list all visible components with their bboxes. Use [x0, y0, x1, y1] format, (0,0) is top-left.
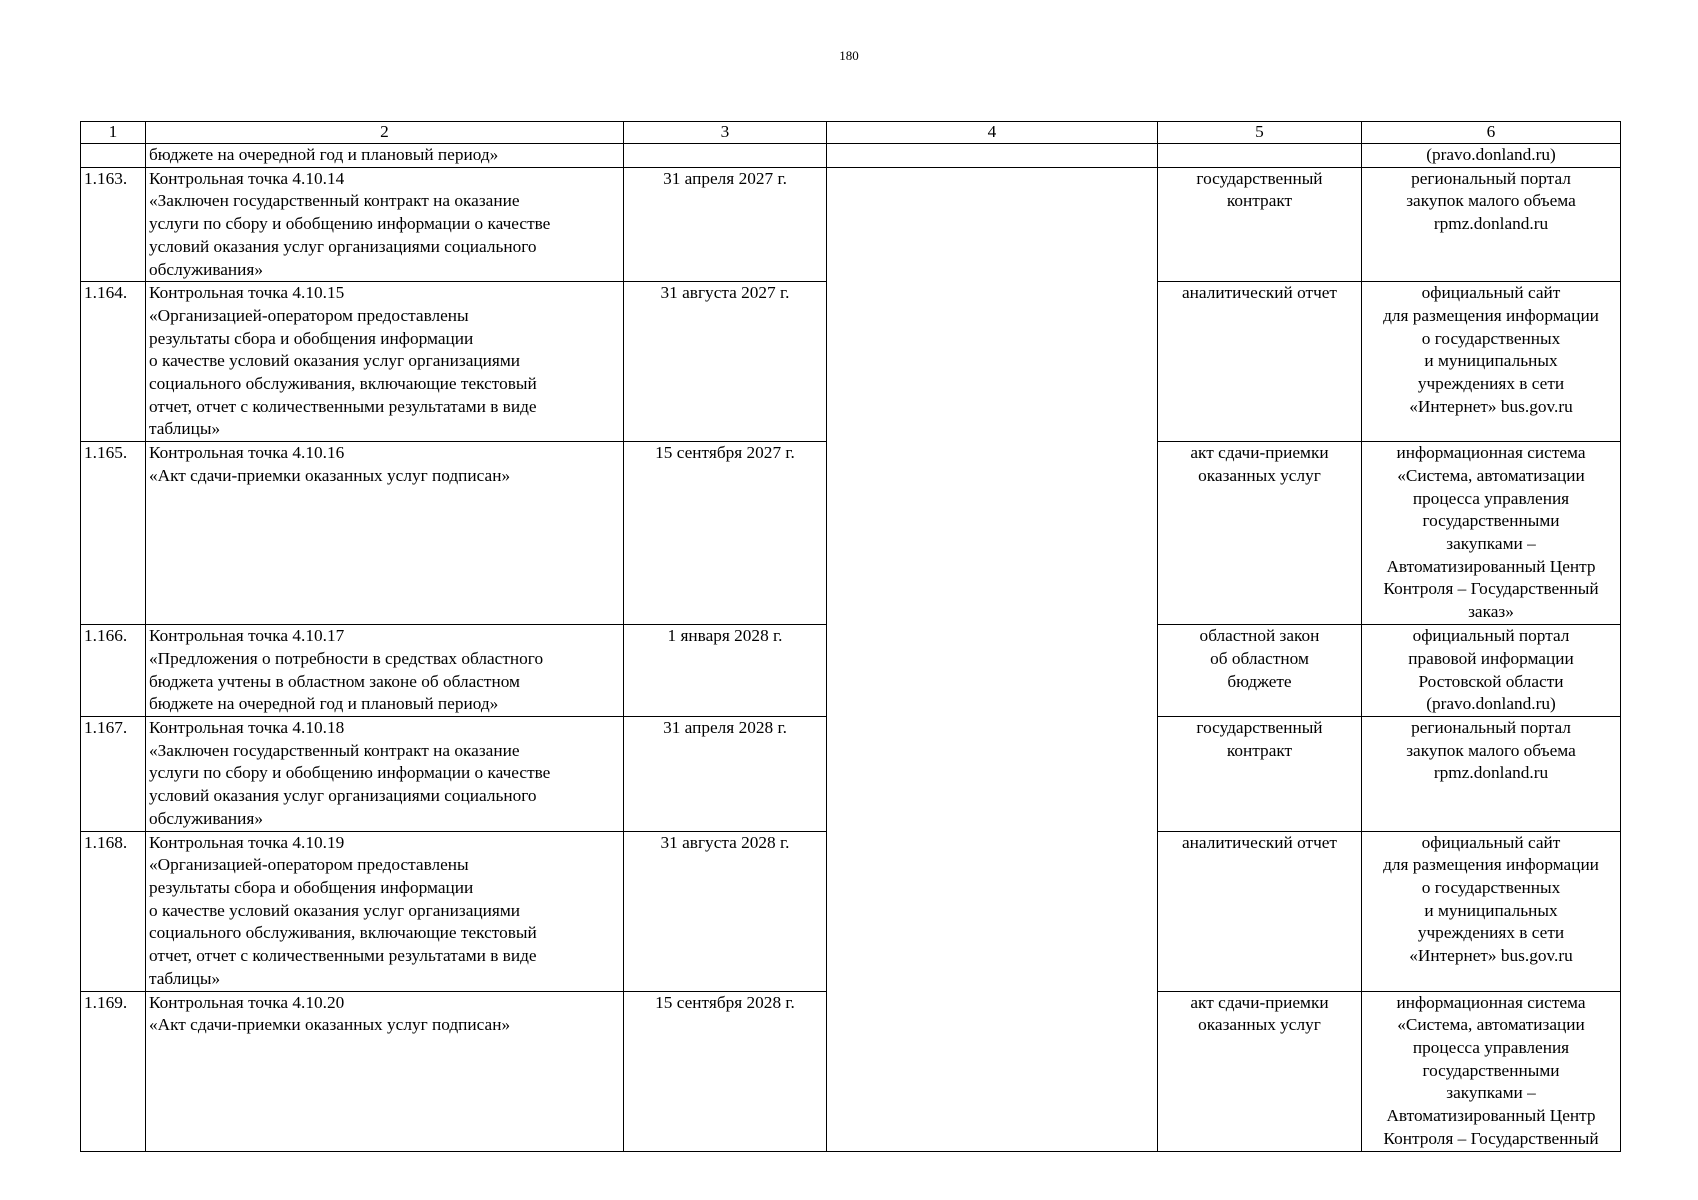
document-line: оказанных услуг	[1198, 465, 1321, 485]
row-number: 1.169.	[81, 991, 146, 1151]
document-type	[1158, 144, 1362, 168]
source-line: rpmz.donland.ru	[1433, 214, 1549, 234]
source-line: официальный сайт	[1421, 832, 1561, 852]
information-source	[1362, 831, 1621, 991]
name-line: обслуживания»	[149, 808, 264, 828]
document-line: государственный	[1196, 168, 1323, 188]
header-col-5: 5	[1158, 122, 1362, 144]
due-date: 31 апреля 2028 г.	[624, 717, 827, 832]
name-line: Контрольная точка 4.10.19	[149, 832, 345, 852]
source-line: «Система, автоматизации	[1397, 465, 1585, 485]
source-line: «Интернет» bus.gov.ru	[1409, 396, 1573, 416]
source-line: информационная система	[1396, 992, 1586, 1012]
source-line: и муниципальных	[1424, 351, 1558, 371]
row-number: 1.163.	[81, 167, 146, 282]
name-line: результаты сбора и обобщения информации	[149, 328, 474, 348]
information-source	[1362, 167, 1621, 282]
document-line: областной закон	[1199, 626, 1320, 646]
document-type	[1158, 717, 1362, 832]
information-source	[1362, 442, 1621, 625]
page-number: 180	[839, 48, 859, 63]
name-line: бюджете на очередной год и плановый период»	[149, 145, 499, 164]
document-type	[1158, 167, 1362, 282]
document-type	[1158, 625, 1362, 717]
name-line: социального обслуживания, включающие текстовый	[149, 923, 537, 943]
source-line: процесса управления	[1412, 1037, 1570, 1057]
document-line: акт сдачи-приемки	[1190, 443, 1329, 463]
name-line: социального обслуживания, включающие текстовый	[149, 374, 537, 394]
source-line: официальный портал	[1412, 626, 1570, 646]
source-line: процесса управления	[1412, 488, 1570, 508]
due-date: 31 апреля 2027 г.	[624, 167, 827, 282]
source-line: Ростовской области	[1418, 671, 1564, 691]
name-line: «Организацией-оператором предоставлены	[149, 305, 469, 325]
source-line: информационная система	[1396, 443, 1586, 463]
source-line: региональный портал	[1411, 718, 1571, 738]
name-line: «Акт сдачи-приемки оказанных услуг подписан»	[149, 1015, 511, 1035]
information-source	[1362, 991, 1621, 1151]
source-line: региональный портал	[1411, 168, 1571, 188]
source-line: «Интернет» bus.gov.ru	[1409, 946, 1573, 966]
source-line: закупками –	[1446, 1083, 1536, 1103]
column-4-cell	[827, 144, 1158, 168]
row-number: 1.165.	[81, 442, 146, 625]
due-date: 31 августа 2027 г.	[624, 282, 827, 442]
source-line: закупками –	[1446, 534, 1536, 554]
source-line: Автоматизированный Центр	[1386, 556, 1596, 576]
header-row	[81, 122, 1621, 144]
document-line: об областном	[1210, 648, 1309, 668]
source-line: rpmz.donland.ru	[1433, 763, 1549, 783]
name-line: отчет, отчет с количественными результатами в виде	[149, 396, 537, 416]
control-point-name	[146, 625, 624, 717]
source-line: о государственных	[1421, 877, 1561, 897]
due-date: 15 сентября 2028 г.	[624, 991, 827, 1151]
due-date: 31 августа 2028 г.	[624, 831, 827, 991]
name-line: Контрольная точка 4.10.14	[149, 168, 345, 188]
document-type	[1158, 442, 1362, 625]
name-line: услуги по сбору и обобщению информации о качестве	[149, 214, 551, 234]
source-line: заказ»	[1468, 602, 1514, 622]
row-number: 1.167.	[81, 717, 146, 832]
name-line: бюджета учтены в областном законе об областном	[149, 671, 520, 691]
source-line: Контроля – Государственный	[1383, 1128, 1599, 1148]
name-line: Контрольная точка 4.10.20	[149, 992, 345, 1012]
name-line: Контрольная точка 4.10.17	[149, 626, 345, 646]
document-line: оказанных услуг	[1198, 1015, 1321, 1035]
name-line: о качестве условий оказания услуг организациями	[149, 900, 521, 920]
document-line: аналитический отчет	[1182, 832, 1337, 852]
source-line: (pravo.donland.ru)	[1426, 145, 1556, 164]
name-line: таблицы»	[149, 419, 221, 439]
name-line: Контрольная точка 4.10.16	[149, 443, 345, 463]
column-4-merged-cell	[827, 167, 1158, 1151]
name-line: «Заключен государственный контракт на оказание	[149, 740, 520, 760]
document-line: государственный	[1196, 718, 1323, 738]
document-type	[1158, 282, 1362, 442]
document-line: контракт	[1226, 740, 1293, 760]
source-line: государственными	[1422, 511, 1560, 531]
control-point-name	[146, 831, 624, 991]
source-line: Автоматизированный Центр	[1386, 1106, 1596, 1126]
name-line: обслуживания»	[149, 259, 264, 279]
name-line: результаты сбора и обобщения информации	[149, 877, 474, 897]
due-date: 15 сентября 2027 г.	[624, 442, 827, 625]
name-line: «Акт сдачи-приемки оказанных услуг подписан»	[149, 465, 511, 485]
header-col-4: 4	[827, 122, 1158, 144]
source-line: для размещения информации	[1383, 855, 1599, 875]
source-line: о государственных	[1421, 328, 1561, 348]
source-line: государственными	[1422, 1060, 1560, 1080]
document-type	[1158, 831, 1362, 991]
row-number: 1.164.	[81, 282, 146, 442]
name-line: услуги по сбору и обобщению информации о качестве	[149, 763, 551, 783]
source-line: «Система, автоматизации	[1397, 1015, 1585, 1035]
header-col-1: 1	[81, 122, 146, 144]
document-line: бюджете	[1227, 671, 1292, 691]
name-line: о качестве условий оказания услуг организациями	[149, 351, 521, 371]
control-point-name	[146, 282, 624, 442]
name-line: «Организацией-оператором предоставлены	[149, 855, 469, 875]
row-number	[81, 144, 146, 168]
source-line: и муниципальных	[1424, 900, 1558, 920]
information-source	[1362, 282, 1621, 442]
information-source	[1362, 625, 1621, 717]
name-line: таблицы»	[149, 968, 221, 988]
table-row	[81, 167, 1621, 282]
document-type	[1158, 991, 1362, 1151]
document-line: акт сдачи-приемки	[1190, 992, 1329, 1012]
source-line: (pravo.donland.ru)	[1426, 694, 1556, 714]
name-line: «Заключен государственный контракт на оказание	[149, 191, 520, 211]
source-line: закупок малого объема	[1406, 191, 1576, 211]
row-number: 1.168.	[81, 831, 146, 991]
name-line: Контрольная точка 4.10.15	[149, 283, 345, 303]
name-line: условий оказания услуг организациями социального	[149, 786, 537, 806]
control-point-name	[146, 717, 624, 832]
information-source	[1362, 144, 1621, 168]
row-number: 1.166.	[81, 625, 146, 717]
control-points-table	[80, 121, 1621, 1152]
control-point-name	[146, 167, 624, 282]
source-line: закупок малого объема	[1406, 740, 1576, 760]
control-point-name	[146, 991, 624, 1151]
information-source	[1362, 717, 1621, 832]
due-date	[624, 144, 827, 168]
source-line: официальный сайт	[1421, 283, 1561, 303]
header-col-2: 2	[146, 122, 624, 144]
due-date: 1 января 2028 г.	[624, 625, 827, 717]
control-point-name	[146, 144, 624, 168]
source-line: для размещения информации	[1383, 305, 1599, 325]
header-col-6: 6	[1362, 122, 1621, 144]
source-line: учреждениях в сети	[1417, 374, 1565, 394]
name-line: «Предложения о потребности в средствах областного	[149, 648, 544, 668]
header-col-3: 3	[624, 122, 827, 144]
source-line: Контроля – Государственный	[1383, 579, 1599, 599]
document-line: аналитический отчет	[1182, 283, 1337, 303]
source-line: правовой информации	[1408, 648, 1574, 668]
source-line: учреждениях в сети	[1417, 923, 1565, 943]
name-line: условий оказания услуг организациями социального	[149, 236, 537, 256]
name-line: Контрольная точка 4.10.18	[149, 718, 345, 738]
table-row-continuation	[81, 144, 1621, 168]
document-line: контракт	[1226, 191, 1293, 211]
name-line: отчет, отчет с количественными результатами в виде	[149, 946, 537, 966]
name-line: бюджете на очередной год и плановый период»	[149, 694, 499, 714]
control-point-name	[146, 442, 624, 625]
